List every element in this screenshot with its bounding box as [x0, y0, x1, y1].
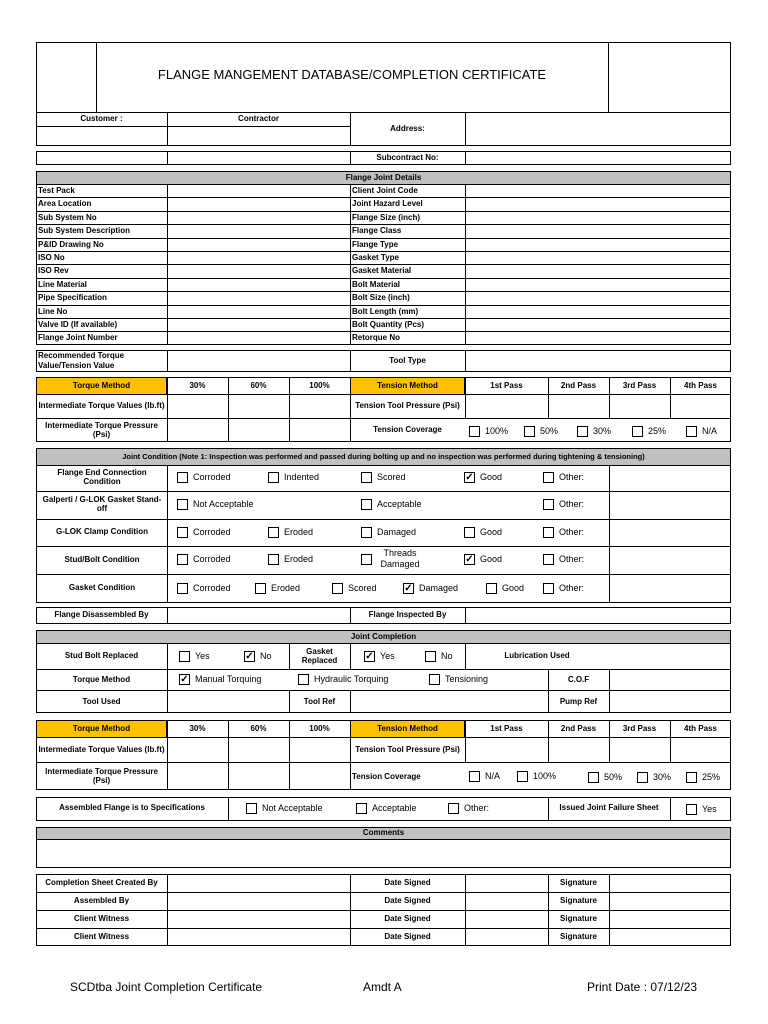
manual-torquing-label: Manual Torquing	[195, 674, 262, 684]
cov1-100-checkbox[interactable]	[469, 426, 480, 437]
condition-label: Galperti / G-LOK Gasket Stand-off	[42, 495, 162, 513]
assembled-spec-label: Assembled Flange is to Specifications	[59, 802, 205, 812]
condition-checkbox[interactable]: ✓	[465, 554, 474, 565]
signature-label: Signature	[560, 931, 597, 941]
comments-title: Comments	[362, 828, 405, 838]
field-label: ISO Rev	[38, 266, 69, 276]
pass-2-label: 2nd Pass	[560, 380, 597, 390]
field-input[interactable]	[466, 332, 730, 344]
gasket-replaced-label: Gasket Replaced	[301, 646, 338, 665]
lubrication-used-label: Lubrication Used	[504, 651, 570, 661]
field-input[interactable]	[168, 198, 349, 210]
field-input[interactable]	[168, 225, 349, 237]
spec-acceptable-label: Acceptable	[372, 803, 417, 813]
hydraulic-torquing-checkbox[interactable]	[298, 674, 309, 685]
field-label: Client Joint Code	[352, 186, 418, 195]
date-signed-label: Date Signed	[384, 913, 431, 923]
condition-option-label: Good	[480, 527, 503, 537]
signoff-role: Assembled By	[73, 895, 130, 905]
condition-checkbox[interactable]	[543, 554, 554, 565]
signoff-role: Completion Sheet Created By	[45, 877, 158, 887]
condition-checkbox[interactable]	[543, 527, 554, 538]
tension-tool-pressure-1: Tension Tool Pressure (Psi)	[355, 401, 460, 411]
condition-checkbox[interactable]	[543, 583, 554, 594]
tension-coverage-2: Tension Coverage	[352, 772, 421, 781]
cov1-100-label: 100%	[485, 426, 509, 436]
cov1-30-label: 30%	[593, 426, 612, 436]
field-label: Pipe Specification	[38, 293, 107, 303]
tension-coverage-1: Tension Coverage	[373, 425, 442, 435]
field-input[interactable]	[466, 292, 730, 304]
condition-option-label: Good	[502, 583, 525, 593]
spec-not-acceptable-label: Not Acceptable	[262, 803, 323, 813]
field-input[interactable]	[466, 306, 730, 318]
field-label: Flange Class	[352, 226, 402, 236]
pass-2-label-2: 2nd Pass	[560, 723, 597, 733]
date-signed-field[interactable]	[466, 875, 547, 891]
hydraulic-torquing-label: Hydraulic Torquing	[314, 674, 389, 684]
cov1-na-checkbox[interactable]	[686, 426, 697, 437]
footer-print-date: Print Date : 07/12/23	[587, 980, 698, 994]
tool-used-label: Tool Used	[82, 696, 121, 706]
spec-acceptable-checkbox[interactable]	[356, 803, 367, 814]
field-label: Gasket Material	[352, 266, 412, 276]
field-input[interactable]	[168, 265, 349, 277]
pass-1-label: 1st Pass	[490, 380, 523, 390]
recommended-torque-label: Recommended Torque Value/Tension Value	[38, 351, 125, 370]
date-signed-label: Date Signed	[384, 931, 431, 941]
flange-inspected-label: Flange Inspected By	[368, 610, 447, 620]
condition-checkbox[interactable]	[543, 472, 554, 483]
pass-3-label: 3rd Pass	[622, 380, 657, 390]
tension-method-2: Tension Method	[377, 723, 438, 733]
field-label: Line Material	[38, 279, 87, 289]
cov2-25-checkbox[interactable]	[686, 772, 697, 783]
condition-option-label: Damaged	[419, 583, 459, 593]
tool-type-field[interactable]	[466, 351, 730, 371]
field-input[interactable]	[168, 252, 349, 264]
signature-label: Signature	[560, 895, 597, 905]
condition-checkbox[interactable]	[268, 472, 279, 483]
torque-method-2: Torque Method	[72, 723, 131, 733]
condition-option-label: Other:	[559, 554, 585, 564]
field-input[interactable]	[168, 332, 349, 344]
field-label: P&ID Drawing No	[38, 239, 104, 249]
signature-field[interactable]	[610, 911, 730, 927]
condition-checkbox[interactable]	[486, 583, 497, 594]
condition-checkbox[interactable]	[361, 527, 372, 538]
gasket-yes-checkbox[interactable]: ✓	[365, 651, 374, 662]
field-label: Sub System Description	[38, 226, 131, 236]
cov2-30-label: 30%	[653, 772, 672, 782]
cov1-25-label: 25%	[648, 426, 667, 436]
field-input[interactable]	[466, 225, 730, 237]
field-input[interactable]	[168, 292, 349, 304]
recommended-torque-field[interactable]	[168, 351, 349, 371]
manual-torquing-checkbox[interactable]: ✓	[180, 674, 189, 685]
condition-checkbox[interactable]	[177, 583, 188, 594]
condition-option-label: Eroded	[284, 554, 314, 564]
condition-option-label: Scored	[377, 472, 406, 482]
cov2-50-label: 50%	[604, 772, 623, 782]
spec-other-checkbox[interactable]	[448, 803, 459, 814]
condition-checkbox[interactable]	[361, 499, 372, 510]
field-label: Flange Type	[352, 239, 399, 249]
condition-option-label: Indented	[284, 472, 320, 482]
condition-label: Stud/Bolt Condition	[64, 554, 140, 564]
issued-failure-yes-checkbox[interactable]	[686, 804, 697, 815]
condition-checkbox[interactable]	[361, 472, 372, 483]
address-label: Address:	[390, 123, 425, 133]
cov2-100-label: 100%	[533, 771, 557, 781]
condition-option-label: Other:	[559, 583, 585, 593]
cov1-25-checkbox[interactable]	[632, 426, 643, 437]
signature-field[interactable]	[610, 875, 730, 891]
field-label: Valve ID (If available)	[38, 320, 118, 329]
inter-torque-values-1: Intermediate Torque Values (lb.ft)	[38, 401, 165, 411]
field-input[interactable]	[168, 185, 349, 197]
cov1-50-checkbox[interactable]	[524, 426, 535, 437]
contractor-field[interactable]	[168, 127, 349, 145]
field-label: Bolt Quantity (Pcs)	[352, 320, 425, 329]
condition-option-label: Acceptable	[377, 499, 422, 509]
field-input[interactable]	[466, 265, 730, 277]
issued-failure-yes-label: Yes	[702, 804, 717, 814]
condition-option-label: Other:	[559, 527, 585, 537]
pct-60-2: 60%	[250, 723, 267, 733]
field-label: Retorque No	[352, 333, 400, 343]
signoff-name-field[interactable]	[168, 893, 349, 909]
date-signed-label: Date Signed	[384, 877, 431, 887]
cov1-30-checkbox[interactable]	[577, 426, 588, 437]
condition-option-label: Scored	[348, 583, 377, 593]
cov2-50-checkbox[interactable]	[588, 772, 599, 783]
condition-option-label: Other:	[559, 499, 585, 509]
pass-4-label: 4th Pass	[684, 380, 717, 390]
signoff-name-field[interactable]	[168, 929, 349, 945]
field-label: Area Location	[38, 199, 92, 209]
field-label: Flange Joint Number	[38, 333, 118, 343]
date-signed-field[interactable]	[466, 893, 547, 909]
condition-option-label: Good	[480, 472, 503, 482]
joint-details-title: Flange Joint Details	[345, 172, 422, 182]
condition-checkbox[interactable]	[361, 554, 372, 565]
condition-checkbox[interactable]	[464, 527, 475, 538]
subcontract-field[interactable]	[466, 152, 730, 164]
date-signed-label: Date Signed	[384, 895, 431, 905]
stud-no-checkbox[interactable]: ✓	[245, 651, 254, 662]
field-input[interactable]	[466, 212, 730, 224]
field-label: Line No	[38, 306, 68, 316]
date-signed-field[interactable]	[466, 929, 547, 945]
joint-condition-title: Joint Condition (Note 1: Inspection was performed and passed during bolting up and no inspection was performed during tightening & tensioning)	[122, 451, 645, 461]
field-label: Sub System No	[38, 212, 97, 222]
customer-field[interactable]	[37, 127, 166, 145]
cov2-100-checkbox[interactable]	[517, 771, 528, 782]
cov2-na-label: N/A	[485, 771, 501, 781]
pass-4-label-2: 4th Pass	[684, 723, 717, 733]
inter-torque-pressure-1: Intermediate Torque Pressure (Psi)	[45, 420, 158, 439]
pct-60-1: 60%	[250, 380, 267, 390]
condition-checkbox[interactable]	[268, 527, 279, 538]
field-input[interactable]	[168, 212, 349, 224]
signoff-role: Client Witness	[73, 931, 130, 941]
field-input[interactable]	[168, 279, 349, 291]
condition-checkbox[interactable]	[543, 499, 554, 510]
field-input[interactable]	[168, 319, 349, 331]
footer-doc-name: SCDtba Joint Completion Certificate	[70, 980, 263, 994]
issued-failure-label: Issued Joint Failure Sheet	[559, 802, 659, 812]
field-label: Gasket Type	[352, 253, 399, 262]
pct-30-2: 30%	[189, 723, 206, 733]
tension-tool-pressure-2: Tension Tool Pressure (Psi)	[355, 744, 460, 754]
condition-label: G-LOK Clamp Condition	[56, 527, 148, 537]
contractor-label: Contractor	[238, 113, 279, 123]
field-input[interactable]	[466, 198, 730, 210]
condition-label: Flange End Connection Condition	[57, 468, 147, 486]
field-input[interactable]	[466, 185, 730, 197]
pct-100-1: 100%	[309, 380, 330, 390]
torque-method-1: Torque Method	[72, 380, 131, 390]
inter-torque-pressure-2: Intermediate Torque Pressure (Psi)	[45, 766, 158, 785]
condition-label: Gasket Condition	[68, 583, 136, 593]
address-field[interactable]	[466, 113, 730, 145]
condition-option-label: Corroded	[193, 527, 231, 537]
field-input[interactable]	[466, 279, 730, 291]
field-input[interactable]	[466, 252, 730, 264]
page-title: FLANGE MANGEMENT DATABASE/COMPLETION CERTIFICATE	[157, 66, 547, 82]
comments-field[interactable]	[36, 839, 731, 868]
signoff-name-field[interactable]	[168, 875, 349, 891]
field-label: Bolt Material	[352, 279, 401, 289]
condition-option-label: Not Acceptable	[193, 499, 254, 509]
gasket-yes-label: Yes	[380, 651, 395, 661]
gasket-no-label: No	[441, 651, 453, 661]
flange-disassembled-field[interactable]	[168, 608, 349, 623]
field-input[interactable]	[466, 319, 730, 331]
tool-type-label: Tool Type	[389, 355, 426, 365]
condition-checkbox[interactable]	[268, 554, 279, 565]
tool-ref-label: Tool Ref	[303, 696, 336, 706]
spec-other-label: Other:	[464, 803, 490, 813]
condition-checkbox[interactable]	[332, 583, 343, 594]
condition-option-label: Corroded	[193, 583, 231, 593]
flange-disassembled-label: Flange Disassembled By	[54, 610, 149, 620]
condition-checkbox[interactable]	[177, 472, 188, 483]
torque-method-label: Torque Method	[72, 674, 131, 684]
tension-method-1: Tension Method	[377, 380, 438, 390]
field-label: Test Pack	[38, 186, 75, 195]
pass-1-label-2: 1st Pass	[490, 723, 523, 733]
cov2-30-checkbox[interactable]	[637, 772, 648, 783]
tensioning-label: Tensioning	[445, 674, 489, 684]
condition-option-label: Threads Damaged	[380, 548, 420, 569]
cof-label: C.O.F	[567, 674, 590, 684]
subcontract-label: Subcontract No:	[376, 152, 439, 162]
customer-label: Customer :	[80, 113, 123, 123]
condition-option-label: Eroded	[271, 583, 301, 593]
gasket-no-checkbox[interactable]	[425, 651, 436, 662]
condition-option-label: Damaged	[377, 527, 417, 537]
spec-not-acceptable-checkbox[interactable]	[246, 803, 257, 814]
condition-checkbox[interactable]: ✓	[404, 583, 413, 594]
field-label: Bolt Length (mm)	[352, 306, 419, 316]
pump-ref-label: Pump Ref	[559, 696, 598, 706]
stud-bolt-replaced-label: Stud Bolt Replaced	[64, 651, 139, 661]
pct-100-2: 100%	[309, 723, 330, 733]
footer-amendment: Amdt A	[363, 980, 402, 994]
condition-option-label: Corroded	[193, 472, 231, 482]
pass-3-label-2: 3rd Pass	[622, 723, 657, 733]
signature-label: Signature	[560, 913, 597, 923]
condition-checkbox[interactable]	[255, 583, 266, 594]
signature-label: Signature	[560, 877, 597, 887]
cov2-na-checkbox[interactable]	[469, 771, 480, 782]
condition-checkbox[interactable]: ✓	[465, 472, 474, 483]
signoff-name-field[interactable]	[168, 911, 349, 927]
condition-option-label: Good	[480, 554, 503, 564]
stud-no-label: No	[260, 651, 272, 661]
tensioning-checkbox[interactable]	[429, 674, 440, 685]
signoff-role: Client Witness	[73, 913, 130, 923]
field-input[interactable]	[168, 239, 349, 251]
stud-yes-label: Yes	[195, 651, 210, 661]
condition-checkbox[interactable]	[177, 554, 188, 565]
condition-checkbox[interactable]	[177, 499, 188, 510]
field-input[interactable]	[466, 239, 730, 251]
field-label: Bolt Size (inch)	[352, 293, 410, 303]
date-signed-field[interactable]	[466, 911, 547, 927]
field-label: ISO No	[38, 253, 65, 262]
cov1-50-label: 50%	[540, 426, 559, 436]
signature-field[interactable]	[610, 893, 730, 909]
cov1-na-label: N/A	[702, 426, 718, 436]
condition-option-label: Other:	[559, 472, 585, 482]
stud-yes-checkbox[interactable]	[179, 651, 190, 662]
field-input[interactable]	[168, 306, 349, 318]
field-label: Flange Size (inch)	[352, 212, 421, 222]
field-label: Joint Hazard Level	[352, 199, 423, 209]
condition-option-label: Eroded	[284, 527, 314, 537]
condition-checkbox[interactable]	[177, 527, 188, 538]
cov2-25-label: 25%	[702, 772, 721, 782]
flange-inspected-field[interactable]	[466, 608, 730, 623]
joint-completion-title: Joint Completion	[350, 631, 417, 641]
condition-option-label: Corroded	[193, 554, 231, 564]
pct-30-1: 30%	[189, 380, 206, 390]
inter-torque-values-2: Intermediate Torque Values (lb.ft)	[38, 744, 165, 754]
signature-field[interactable]	[610, 929, 730, 945]
